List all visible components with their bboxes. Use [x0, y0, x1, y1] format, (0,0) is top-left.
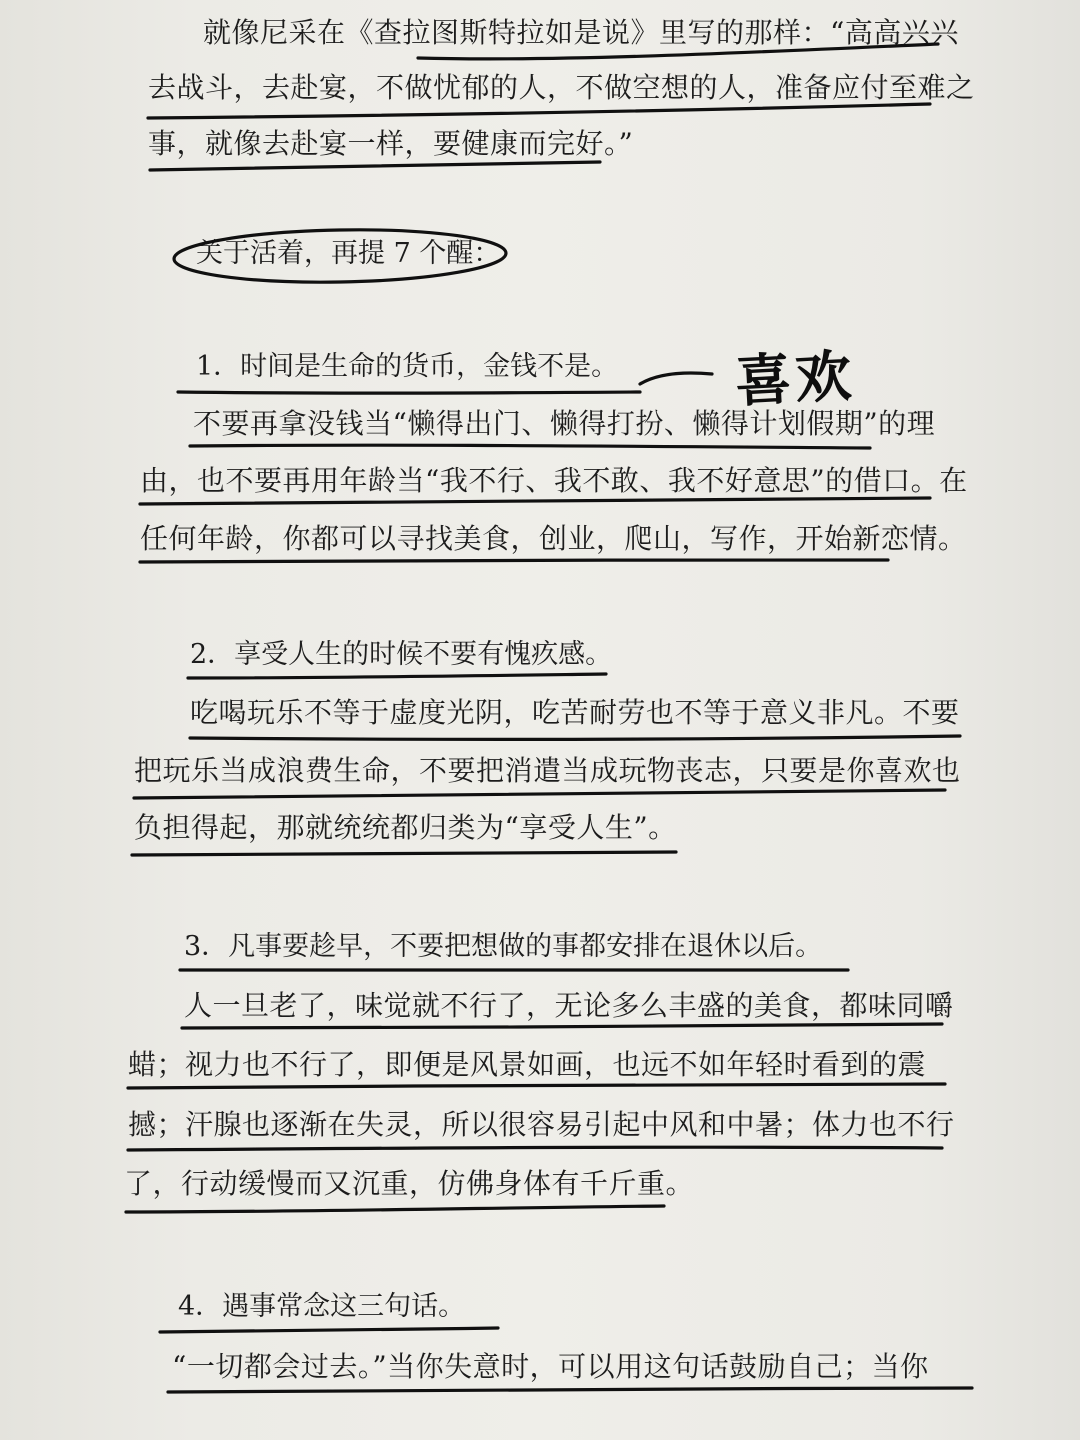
intro-line-1: 就像尼采在《查拉图斯特拉如是说》里写的那样：“高高兴兴 — [203, 16, 959, 49]
underline — [190, 445, 870, 448]
underline — [132, 852, 676, 855]
item-3-line-4: 了，行动缓慢而又沉重，仿佛身体有千斤重。 — [124, 1167, 695, 1200]
underline — [178, 392, 640, 393]
item-1-line-1: 不要再拿没钱当“懒得出门、懒得打扮、懒得计划假期”的理 — [193, 407, 936, 440]
item-1-heading: 1．时间是生命的货币，金钱不是。 — [196, 351, 619, 382]
item-2-line-1: 吃喝玩乐不等于虚度光阴，吃苦耐劳也不等于意义非凡。不要 — [190, 696, 960, 729]
item-2-heading: 2．享受人生的时候不要有愧疚感。 — [190, 639, 613, 670]
underline — [160, 1328, 498, 1332]
item-4-heading: 4．遇事常念这三句话。 — [178, 1291, 466, 1322]
handwritten-note: 喜欢 — [733, 343, 857, 416]
underline — [168, 1388, 972, 1392]
underline — [126, 1206, 664, 1212]
intro-line-2: 去战斗，去赴宴，不做忧郁的人，不做空想的人，准备应付至难之 — [148, 71, 975, 104]
item-1-line-3: 任何年龄，你都可以寻找美食，创业，爬山，写作，开始新恋情。 — [140, 522, 967, 555]
intro-line-3: 事，就像去赴宴一样，要健康而完好。” — [148, 127, 634, 160]
item-3-heading: 3．凡事要趁早，不要把想做的事都安排在退休以后。 — [184, 931, 823, 962]
section-title: 关于活着，再提 7 个醒： — [196, 238, 501, 269]
item-3-line-2: 蜡；视力也不行了，即便是风景如画，也远不如年轻时看到的震 — [128, 1048, 927, 1081]
underline — [134, 790, 945, 798]
item-4-line-1: “一切都会过去。”当你失意时，可以用这句话鼓励自己；当你 — [172, 1350, 929, 1383]
underline — [180, 970, 848, 972]
item-1-line-2: 由，也不要再用年龄当“我不行、我不敢、我不好意思”的借口。在 — [140, 464, 968, 497]
item-2-line-3: 负担得起，那就统统都归类为“享受人生”。 — [134, 811, 677, 844]
underline — [190, 736, 960, 739]
item-3-line-1: 人一旦老了，味觉就不行了，无论多么丰盛的美食，都味同嚼 — [184, 989, 954, 1022]
underline — [128, 1147, 942, 1150]
underline — [140, 560, 888, 562]
item-3-line-3: 撼；汗腺也逐渐在失灵，所以很容易引起中风和中暑；体力也不行 — [128, 1108, 955, 1141]
annotation-dash — [640, 373, 712, 384]
item-2-line-2: 把玩乐当成浪费生命，不要把消遣当成玩物丧志，只要是你喜欢也 — [134, 754, 961, 787]
